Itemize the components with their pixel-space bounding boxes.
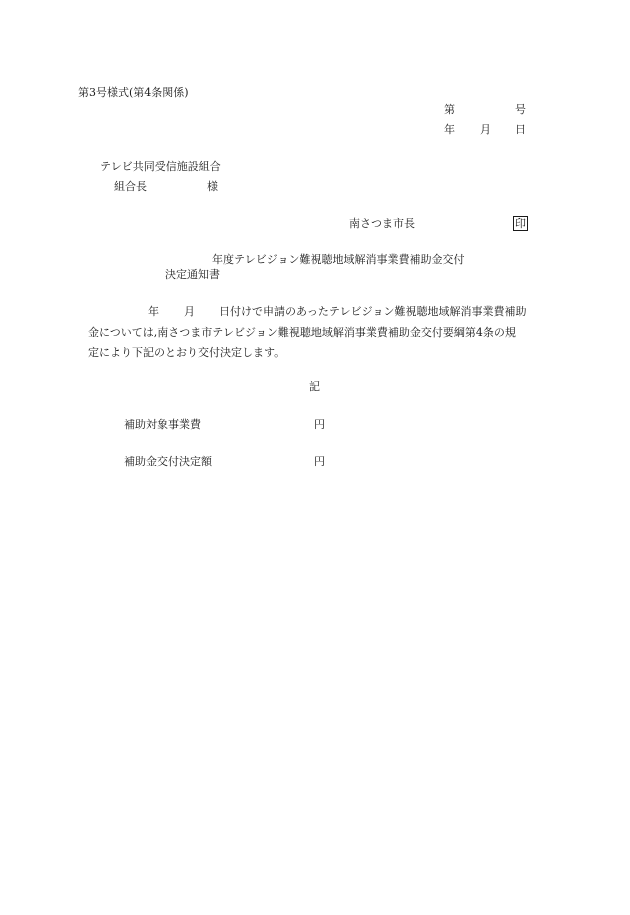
- date-year: 年: [444, 123, 455, 136]
- seal-label: 印: [515, 217, 526, 230]
- addressee-title: 組合長: [114, 180, 147, 193]
- body-line1-year: 年: [148, 305, 159, 318]
- date-month: 月: [480, 123, 491, 136]
- item-label-target-cost: 補助対象事業費: [124, 418, 201, 431]
- addressee-org: テレビ共同受信施設組合: [100, 160, 221, 173]
- doc-number-suffix: 号: [515, 103, 526, 116]
- doc-title-line1: 年度テレビジョン難視聴地域解消事業費補助金交付: [212, 253, 465, 266]
- body-line1-month: 月: [184, 305, 195, 318]
- body-line3: 定により下記のとおり交付決定します。: [88, 346, 286, 359]
- ki-heading: 記: [309, 380, 320, 393]
- seal-mark: [513, 216, 528, 231]
- body-line2: 金については,南さつま市テレビジョン難視聴地域解消事業費補助金交付要綱第4条の規: [88, 326, 516, 339]
- item-label-grant-amount: 補助金交付決定額: [124, 455, 212, 468]
- item-unit-target-cost: 円: [314, 418, 325, 431]
- sender-name: 南さつま市長: [349, 217, 415, 230]
- item-unit-grant-amount: 円: [314, 455, 325, 468]
- date-day: 日: [515, 123, 526, 136]
- doc-title-line2: 決定通知書: [165, 268, 220, 281]
- body-line1-rest: 日付けで申請のあったテレビジョン難視聴地域解消事業費補助: [219, 305, 527, 318]
- addressee-honorific: 様: [207, 180, 218, 193]
- form-label: 第3号様式(第4条関係): [78, 86, 189, 99]
- doc-number-prefix: 第: [444, 103, 455, 116]
